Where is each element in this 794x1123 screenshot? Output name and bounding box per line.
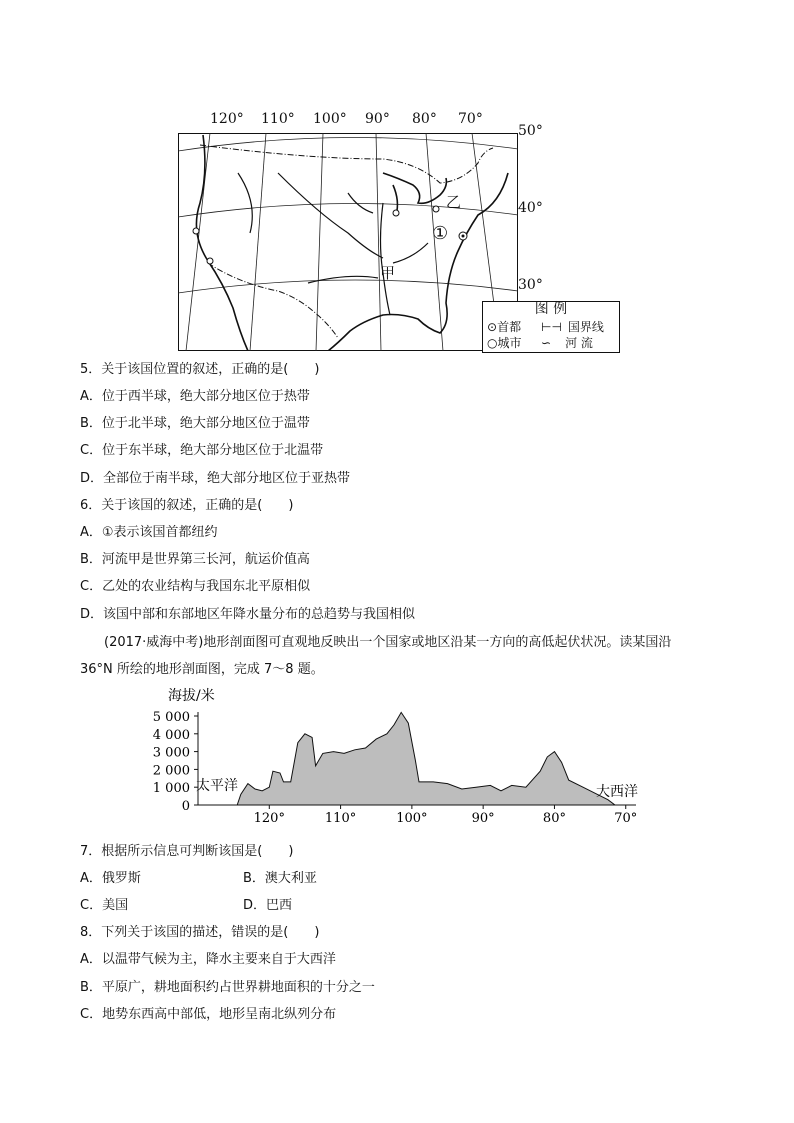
- q6-option-c[interactable]: C．乙处的农业结构与我国东北平原相似: [80, 579, 311, 594]
- map-lon-label: 120°: [210, 111, 244, 127]
- map-lat-label: 50°: [518, 123, 543, 139]
- y-tick-label: 3 000: [152, 745, 190, 761]
- capital-marker: [459, 232, 467, 240]
- legend-border-label: 国界线: [567, 320, 604, 334]
- y-tick-label: 5 000: [152, 710, 190, 725]
- capital-symbol-icon: ⊙: [487, 320, 498, 334]
- x-tick-label: 70°: [614, 811, 638, 826]
- legend-capital-label: 首都: [497, 320, 522, 334]
- terrain-profile-area: [237, 712, 615, 805]
- annotation-pacific: 太平洋: [196, 778, 238, 794]
- q7-option-b[interactable]: B．澳大利亚: [243, 871, 317, 886]
- q5-option-b[interactable]: B．位于北半球，绝大部分地区位于温带: [80, 416, 310, 431]
- chart-ylabel: 海拔/米: [168, 688, 215, 704]
- x-tick-label: 80°: [542, 811, 566, 826]
- map-lat-label: 30°: [518, 277, 543, 293]
- legend-capital: [487, 318, 521, 335]
- y-tick-label: 0: [181, 799, 190, 814]
- q8-option-c[interactable]: C．地势东西高中部低，地形呈南北纵列分布: [80, 1007, 337, 1022]
- q5-option-c[interactable]: C．位于东半球，绝大部分地区位于北温带: [80, 443, 324, 458]
- legend-river-label: 河 流: [565, 336, 593, 350]
- x-tick-label: 110°: [324, 811, 357, 826]
- intro-line-2: 36°N 所绘的地形剖面图，完成 7～8 题。: [80, 662, 324, 677]
- y-axis-ticks: [153, 710, 198, 814]
- map-lon-label: 100°: [313, 111, 347, 127]
- y-tick-label: 1 000: [152, 781, 190, 797]
- legend-border: [541, 318, 604, 335]
- map-legend: [482, 301, 620, 353]
- q5-option-d[interactable]: D．全部位于南半球，绝大部分地区位于亚热带: [80, 471, 351, 486]
- map-marker-yi: 乙: [446, 193, 462, 211]
- map-lon-label: 90°: [365, 111, 390, 127]
- terrain-profile-chart: [140, 680, 660, 830]
- q8-option-a[interactable]: A．以温带气候为主，降水主要来自于大西洋: [80, 952, 336, 967]
- legend-river: [541, 334, 593, 351]
- map-figure: [170, 105, 604, 355]
- map-marker-jia: 甲: [380, 264, 396, 282]
- river-symbol-icon: ∽: [541, 336, 552, 350]
- y-tick-label: 2 000: [152, 763, 190, 779]
- x-tick-label: 120°: [253, 811, 285, 826]
- q5-stem: 5．关于该国位置的叙述，正确的是( ): [80, 362, 320, 377]
- x-axis-ticks: [254, 805, 638, 826]
- legend-title: 图 例: [534, 301, 568, 317]
- q7-option-d[interactable]: D．巴西: [243, 898, 293, 913]
- border-symbol-icon: ⊢⊣: [541, 320, 562, 334]
- map-marker-one: ①: [432, 223, 449, 244]
- q7-stem: 7．根据所示信息可判断该国是( ): [80, 844, 294, 859]
- q7-option-c[interactable]: C．美国: [80, 898, 129, 913]
- map-lat-label: 40°: [518, 200, 543, 216]
- intro-line-1: (2017·威海中考)地形剖面图可直观地反映出一个国家或地区沿某一方向的高低起伏状况。读某国沿: [104, 635, 672, 650]
- q8-option-b[interactable]: B．平原广，耕地面积约占世界耕地面积的十分之一: [80, 980, 375, 995]
- legend-city-label: 城市: [497, 336, 522, 350]
- q6-option-d[interactable]: D．该国中部和东部地区年降水量分布的总趋势与我国相似: [80, 607, 416, 622]
- legend-city: [487, 334, 522, 351]
- city-symbol-icon: ○: [487, 336, 498, 350]
- x-tick-label: 90°: [471, 811, 495, 826]
- map-lon-label: 70°: [458, 111, 483, 127]
- y-tick-label: 4 000: [152, 727, 190, 743]
- annotation-atlantic: 大西洋: [596, 784, 638, 800]
- map-lon-label: 110°: [261, 111, 295, 127]
- q6-option-a[interactable]: A．①表示该国首都纽约: [80, 525, 218, 540]
- q6-stem: 6．关于该国的叙述，正确的是( ): [80, 498, 294, 513]
- q7-option-a[interactable]: A．俄罗斯: [80, 871, 141, 886]
- q5-option-a[interactable]: A．位于西半球，绝大部分地区位于热带: [80, 389, 310, 404]
- q6-option-b[interactable]: B．河流甲是世界第三长河，航运价值高: [80, 552, 310, 567]
- q8-stem: 8．下列关于该国的描述，错误的是( ): [80, 925, 320, 940]
- map-drawing: [178, 133, 518, 351]
- map-lon-label: 80°: [412, 111, 437, 127]
- x-tick-label: 100°: [396, 811, 428, 826]
